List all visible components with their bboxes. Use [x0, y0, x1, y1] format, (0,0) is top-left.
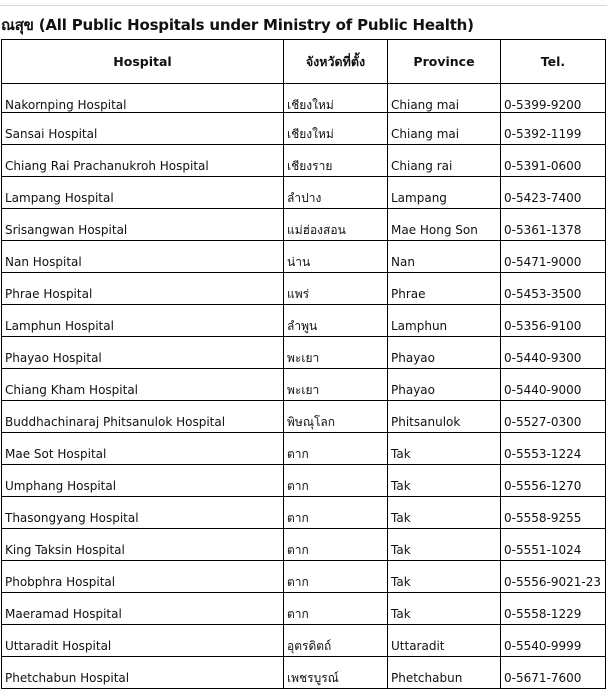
hospital-name-cell: Phobphra Hospital: [2, 561, 284, 593]
table-row: [2, 657, 606, 689]
hospital-name-cell: Nakornping Hospital: [2, 84, 284, 113]
hospital-name-cell: Srisangwan Hospital: [2, 209, 284, 241]
province-cell: Phayao: [388, 337, 501, 369]
province-cell: Chiang mai: [388, 84, 501, 113]
telephone-cell: 0-5556-1270: [501, 465, 606, 497]
header-hospital: Hospital: [2, 40, 284, 84]
telephone-cell: 0-5558-1229: [501, 593, 606, 625]
hospital-name-cell: Phrae Hospital: [2, 273, 284, 305]
province-cell: Tak: [388, 561, 501, 593]
province-cell: Lampang: [388, 177, 501, 209]
telephone-cell: 0-5440-9300: [501, 337, 606, 369]
province-cell: Uttaradit: [388, 625, 501, 657]
page-title: ณสุข (All Public Hospitals under Ministry of Public Health): [1, 16, 474, 34]
table-row: [2, 369, 606, 401]
hospital-name-cell: Buddhachinaraj Phitsanulok Hospital: [2, 401, 284, 433]
thai-province-cell: น่าน: [284, 241, 388, 273]
thai-province-cell: พิษณุโลก: [284, 401, 388, 433]
hospital-name-cell: Umphang Hospital: [2, 465, 284, 497]
hospital-name-cell: Phetchabun Hospital: [2, 657, 284, 689]
telephone-cell: 0-5527-0300: [501, 401, 606, 433]
thai-province-cell: พะเยา: [284, 337, 388, 369]
table-row: [2, 273, 606, 305]
hospital-name-cell: Chiang Kham Hospital: [2, 369, 284, 401]
province-cell: Phitsanulok: [388, 401, 501, 433]
thai-province-cell: เพชรบูรณ์: [284, 657, 388, 689]
thai-province-cell: แพร่: [284, 273, 388, 305]
telephone-cell: 0-5440-9000: [501, 369, 606, 401]
hospital-name-cell: Mae Sot Hospital: [2, 433, 284, 465]
thai-province-cell: ลำปาง: [284, 177, 388, 209]
table-body: [2, 84, 606, 689]
hospital-name-cell: Lampang Hospital: [2, 177, 284, 209]
hospital-name-cell: Maeramad Hospital: [2, 593, 284, 625]
province-cell: Phrae: [388, 273, 501, 305]
province-cell: Tak: [388, 529, 501, 561]
hospital-name-cell: Lamphun Hospital: [2, 305, 284, 337]
thai-province-cell: ตาก: [284, 561, 388, 593]
table-row: [2, 113, 606, 145]
province-cell: Tak: [388, 433, 501, 465]
telephone-cell: 0-5553-1224: [501, 433, 606, 465]
table-header-row: [2, 40, 606, 84]
hospital-name-cell: Chiang Rai Prachanukroh Hospital: [2, 145, 284, 177]
hospital-name-cell: Sansai Hospital: [2, 113, 284, 145]
top-divider: [0, 5, 607, 6]
thai-province-cell: ตาก: [284, 465, 388, 497]
table-row: [2, 209, 606, 241]
hospital-name-cell: Uttaradit Hospital: [2, 625, 284, 657]
province-cell: Chiang rai: [388, 145, 501, 177]
province-cell: Tak: [388, 593, 501, 625]
table-row: [2, 433, 606, 465]
province-cell: Phetchabun: [388, 657, 501, 689]
thai-province-cell: ตาก: [284, 497, 388, 529]
hospital-name-cell: King Taksin Hospital: [2, 529, 284, 561]
telephone-cell: 0-5551-1024: [501, 529, 606, 561]
header-province: Province: [388, 40, 501, 84]
table-row: [2, 305, 606, 337]
thai-province-cell: เชียงใหม่: [284, 113, 388, 145]
header-tel: Tel.: [501, 40, 606, 84]
telephone-cell: 0-5356-9100: [501, 305, 606, 337]
table-row: [2, 625, 606, 657]
thai-province-cell: ตาก: [284, 593, 388, 625]
telephone-cell: 0-5392-1199: [501, 113, 606, 145]
header-thai-province: จังหวัดที่ตั้ง: [284, 40, 388, 84]
telephone-cell: 0-5558-9255: [501, 497, 606, 529]
hospital-table: [1, 39, 606, 689]
table-row: [2, 593, 606, 625]
province-cell: Lamphun: [388, 305, 501, 337]
thai-province-cell: ลำพูน: [284, 305, 388, 337]
table-row: [2, 529, 606, 561]
province-cell: Nan: [388, 241, 501, 273]
table-row: [2, 465, 606, 497]
province-cell: Mae Hong Son: [388, 209, 501, 241]
province-cell: Tak: [388, 465, 501, 497]
table-row: [2, 84, 606, 113]
province-cell: Phayao: [388, 369, 501, 401]
table-row: [2, 241, 606, 273]
telephone-cell: 0-5540-9999: [501, 625, 606, 657]
telephone-cell: 0-5361-1378: [501, 209, 606, 241]
telephone-cell: 0-5423-7400: [501, 177, 606, 209]
thai-province-cell: ตาก: [284, 433, 388, 465]
telephone-cell: 0-5671-7600: [501, 657, 606, 689]
table-row: [2, 177, 606, 209]
telephone-cell: 0-5556-9021-23: [501, 561, 606, 593]
telephone-cell: 0-5471-9000: [501, 241, 606, 273]
telephone-cell: 0-5399-9200: [501, 84, 606, 113]
table-row: [2, 401, 606, 433]
thai-province-cell: พะเยา: [284, 369, 388, 401]
thai-province-cell: แม่ฮ่องสอน: [284, 209, 388, 241]
table-row: [2, 337, 606, 369]
thai-province-cell: ตาก: [284, 529, 388, 561]
telephone-cell: 0-5453-3500: [501, 273, 606, 305]
telephone-cell: 0-5391-0600: [501, 145, 606, 177]
hospital-name-cell: Phayao Hospital: [2, 337, 284, 369]
thai-province-cell: อุตรดิตถ์: [284, 625, 388, 657]
hospital-name-cell: Thasongyang Hospital: [2, 497, 284, 529]
table-row: [2, 561, 606, 593]
table-row: [2, 145, 606, 177]
hospital-name-cell: Nan Hospital: [2, 241, 284, 273]
province-cell: Tak: [388, 497, 501, 529]
thai-province-cell: เชียงราย: [284, 145, 388, 177]
table-row: [2, 497, 606, 529]
province-cell: Chiang mai: [388, 113, 501, 145]
thai-province-cell: เชียงใหม่: [284, 84, 388, 113]
